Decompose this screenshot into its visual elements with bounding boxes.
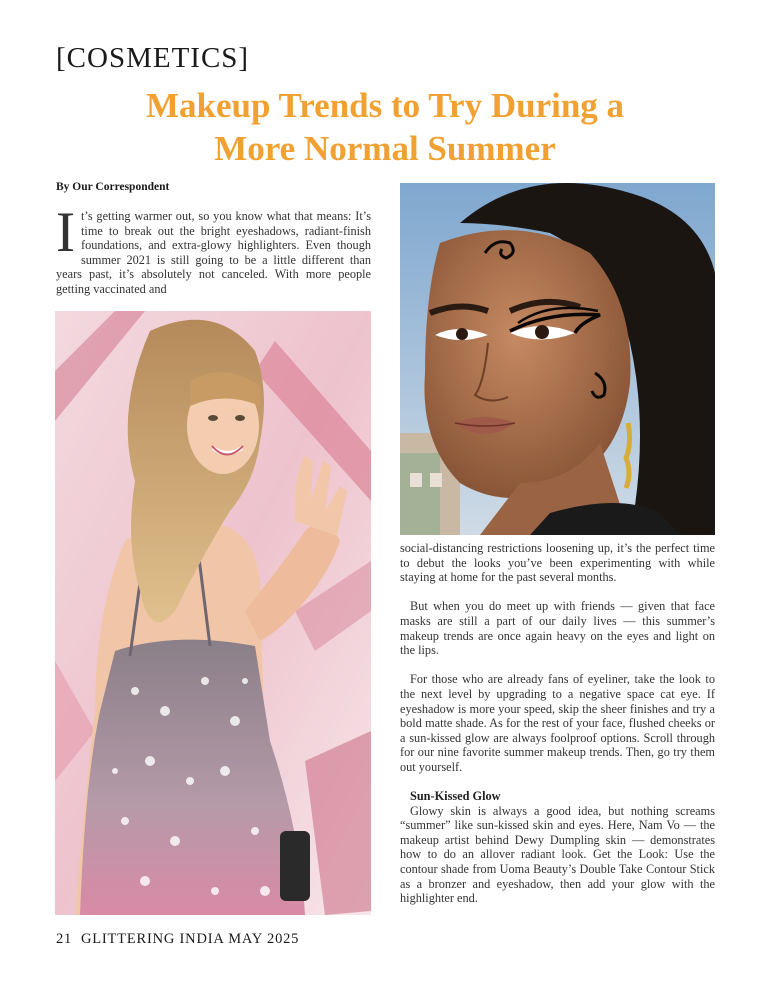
byline: By Our Correspondent — [56, 181, 170, 193]
paragraph-3: For those who are already fans of eyeliner, take the look to the next level by upgrading to a negative space cat eye. If eyeshadow is more your speed, skip the sheer finishes and try a bold matte shade. As for the rest of your face, flushed cheeks or a sun-kissed glow are always foolproof options. Scroll through for our nine favorite summer makeup trends. Then, go try them out yourself. — [400, 672, 715, 774]
paragraph-2: But when you do meet up with friends — given that face masks are still a part of our daily lives — this summer’s makeup trends are once again heavy on the eyes and light on the lips. — [400, 599, 715, 658]
photo-graphic-eyeliner — [400, 183, 715, 535]
paragraph-1: social-distancing restrictions loosening up, it’s the perfect time to debut the looks you’ve been experimenting with while staying at home for the past several months. — [400, 541, 715, 585]
section-label: [COSMETICS] — [56, 42, 250, 74]
drop-cap: I — [56, 201, 75, 264]
page-title — [40, 84, 730, 170]
article-column — [400, 541, 715, 920]
page-footer: 21 GLITTERING INDIA MAY 2025 — [56, 931, 300, 947]
title-line-2: More Normal Summer — [214, 129, 556, 168]
photo-red-carpet-woman — [55, 311, 371, 915]
subhead-sun-kissed-glow: Sun-Kissed Glow — [410, 789, 501, 804]
intro-text: t’s getting warmer out, so you know what that means: It’s time to break out the bright eyeshadows, radiant-finish foundations, and extra-glowy highlighters. Even though summer 2021 is still going to be a little different than years past, it’s absolutely not canceled. With more people getting vaccinated and — [56, 209, 371, 296]
title-line-1: Makeup Trends to Try During a — [145, 86, 625, 125]
paragraph-4: Glowy skin is always a good idea, but nothing screams “summer” like sun-kissed skin and eyes. Here, Nam Vo — the makeup artist behind Dewy Dumpling skin — demonstrates how to do an allover radiant look. Get the Look: Use the contour shade from Uoma Beauty’s Double Take Contour Stick as a bronzer and eyeshadow, then add your glow with the highlighter end. — [400, 803, 715, 906]
intro-paragraph — [56, 201, 371, 297]
